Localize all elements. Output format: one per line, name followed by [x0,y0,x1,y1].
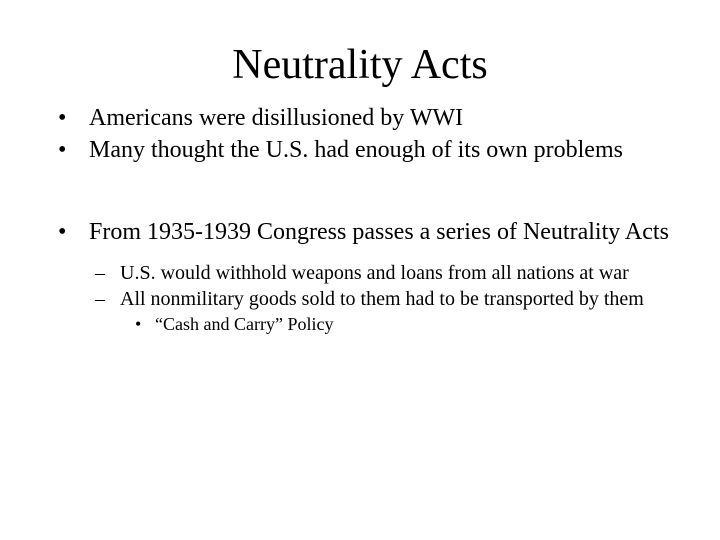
spacer [58,166,678,216]
spacer [58,248,678,260]
sub-sub-bullet-item-cash-carry [58,312,678,336]
sub-bullet-item-transported [58,286,678,312]
dash-marker: – [95,288,105,310]
sub-bullet-text: All nonmilitary goods sold to them had to be transported by them [120,288,644,310]
slide-title: Neutrality Acts [232,42,488,88]
bullet-text: Americans were disillusioned by WWI [89,105,464,131]
bullet-marker: • [58,219,67,245]
sub-sub-bullet-text: “Cash and Carry” Policy [155,314,334,334]
bullet-item-disillusioned [58,102,678,134]
bullet-item-own-problems [58,134,678,166]
bullet-item-neutrality-acts [58,216,678,248]
bullet-marker: • [58,137,67,163]
bullet-text: Many thought the U.S. had enough of its own problems [89,137,623,163]
bullet-text: From 1935-1939 Congress passes a series of Neutrality Acts [89,219,669,245]
slide-content [58,102,678,336]
sub-bullet-text: U.S. would withhold weapons and loans from all nations at war [120,262,629,284]
bullet-marker: • [58,105,67,131]
sub-bullet-item-withhold [58,260,678,286]
bullet-marker: • [135,314,142,334]
dash-marker: – [95,262,105,284]
